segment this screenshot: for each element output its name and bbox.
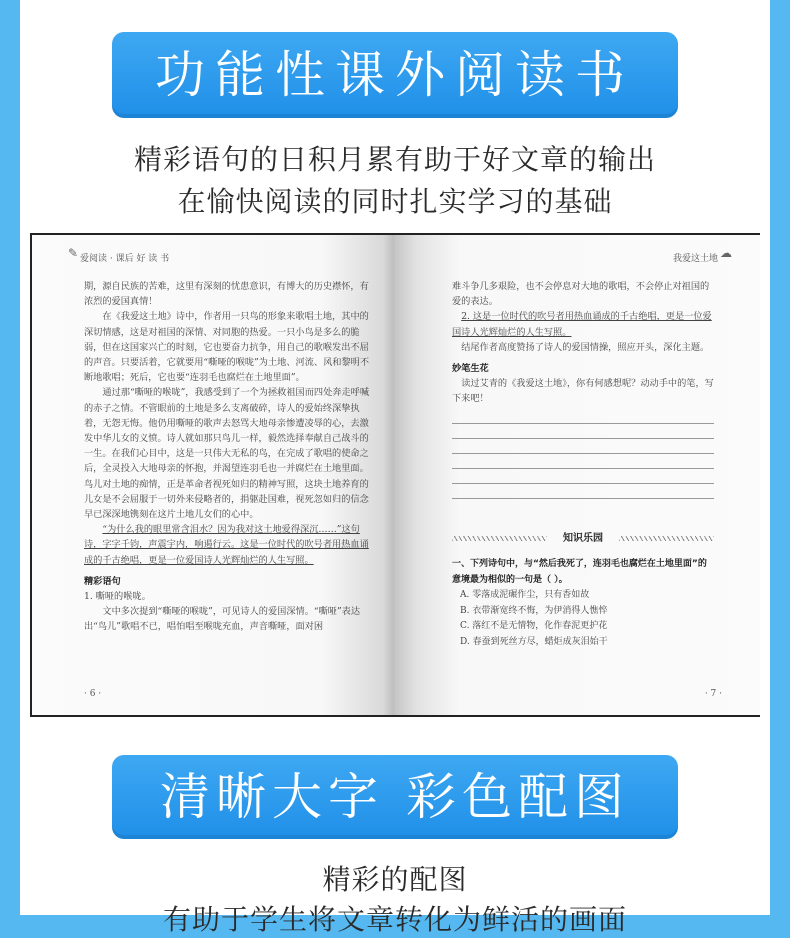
feature-banner-illustration: 清晰大字 彩色配图 <box>112 755 678 839</box>
book-right-page <box>394 235 760 715</box>
feature-banner-reading: 功能性课外阅读书 <box>112 32 678 118</box>
feather-icon: ✎ <box>68 246 79 260</box>
content-panel <box>20 0 770 936</box>
writing-line <box>452 439 714 454</box>
cloud-icon: ☁ <box>720 246 732 260</box>
right-paragraph: 结尾作者高度赞扬了诗人的爱国情操，照应开头，深化主题。 <box>461 341 710 353</box>
knowledge-header <box>452 529 714 547</box>
open-book-photo <box>30 233 760 717</box>
quiz-question: 一、下列诗句中，与“然后我死了，连羽毛也腐烂在土地里面”的意境最为相似的一句是（ ）。 <box>452 559 707 585</box>
subtitle-line-4: 有助于学生将文章转化为鲜活的画面 <box>162 903 627 936</box>
right-page-text <box>452 279 714 407</box>
subtitle-line-3: 精彩的配图 <box>322 863 468 896</box>
left-section-title: 精彩语句 <box>84 575 121 587</box>
quiz-option: C. 落红不是无情物，化作春泥更护花 <box>460 621 608 631</box>
left-paragraph: 期，源自民族的苦难，这里有深刻的忧患意识，有博大的历史襟怀，有浓烈的爱国真情！ <box>84 281 369 308</box>
left-paragraph: 在《我爱这土地》诗中，作者用一只鸟的形象来歌唱土地，其中的深切情感，这是对祖国的深情、对同胞的热爱。一只小鸟是多么的脆弱，但在这国家兴亡的时刻，它也要奋力抗争，用自己的歌喉发出不屈的声音。只要活着，它就要用“嘶哑的喉咙”为土地、河流、风和黎明不断地歌唱；死后，它也要“连羽毛也腐烂在土地里面”。 <box>84 311 370 384</box>
quiz-option: D. 春蚕到死丝方尽，蜡炬成灰泪始干 <box>460 636 608 647</box>
book-left-page <box>32 235 394 715</box>
writing-line <box>452 454 714 469</box>
right-running-head: 我爱这土地 <box>672 254 718 264</box>
quiz-option: A. 零落成泥碾作尘，只有香如故 <box>460 590 590 600</box>
left-page-text <box>84 279 370 635</box>
left-running-head: 爱阅读 · 课后 好 读 书 <box>80 254 170 264</box>
left-paragraph: 通过那“嘶哑的喉咙”，我感受到了一个为拯救祖国而四处奔走呼喊的赤子之情。不管眼前的土地是多么支离破碎，诗人的爱始终深挚执着，无怨无悔。他仍用嘶哑的歌声去怒骂大地母亲惨遭凌辱的心，去激发中华儿女的义愤。诗人就如那只鸟儿一样，毅然选择奉献自己战斗的一生。在我们心目中，这是一只伟大无私的鸟，在完成了歌唱的使命之后，全灵投入大地母亲的怀抱，并渴望连羽毛也一并腐烂在土地里面。鸟儿对土地的痴情，正是革命者视死如归的精神写照，这块土地养育的儿女是不会屈服于一切外来侵略者的，捐躯赴国难，视死忽如归的信念早已深深地镌刻在这片土地儿女们的心中。 <box>84 387 370 521</box>
hatch-decoration <box>452 536 547 541</box>
left-item: 1. 嘶哑的喉咙。 <box>84 591 151 603</box>
writing-line <box>452 424 714 439</box>
left-item: 文中多次提到“嘶哑的喉咙”，可见诗人的爱国深情。“嘶哑”表达出“鸟儿”歌唱不已，唱怕唱至喉咙充血，声音嘶哑，面对困 <box>84 606 361 633</box>
right-section-title: 妙笔生花 <box>452 363 489 375</box>
quiz-block <box>452 557 714 650</box>
writing-line <box>452 469 714 484</box>
writing-lines <box>452 409 714 499</box>
left-page-number: · 6 · <box>84 689 102 699</box>
right-paragraph: 难斗争几多艰险，也不会停息对大地的歌唱，不会停止对祖国的爱的表达。 <box>452 281 710 308</box>
subtitle-line-1: 精彩语句的日积月累有助于好文章的输出 <box>133 143 656 176</box>
right-paragraph: 2. 这是一位时代的吹号者用热血诵成的千古绝唱，更是一位爱国诗人光辉灿烂的人生写照。 <box>452 311 712 338</box>
quiz-option: B. 衣带渐宽终不悔，为伊消得人憔悴 <box>460 605 608 616</box>
right-page-number: · 7 · <box>704 689 722 699</box>
writing-prompt: 读过艾青的《我爱这土地》，你有何感想呢？动动手中的笔，写下来吧！ <box>452 378 714 405</box>
subtitle-line-2: 在愉快阅读的同时扎实学习的基础 <box>177 185 613 218</box>
writing-line <box>452 484 714 499</box>
writing-line <box>452 409 714 424</box>
knowledge-title: 知识乐园 <box>563 533 603 544</box>
left-paragraph: “为什么我的眼里常含泪水？因为我对这土地爱得深沉……”这句诗，字字千钧，声震宇内，响遏行云。这是一位时代的吹号者用热血诵成的千古绝唱，更是一位爱国诗人光辉灿烂的人生写照。 <box>84 524 369 566</box>
hatch-decoration <box>619 536 714 541</box>
